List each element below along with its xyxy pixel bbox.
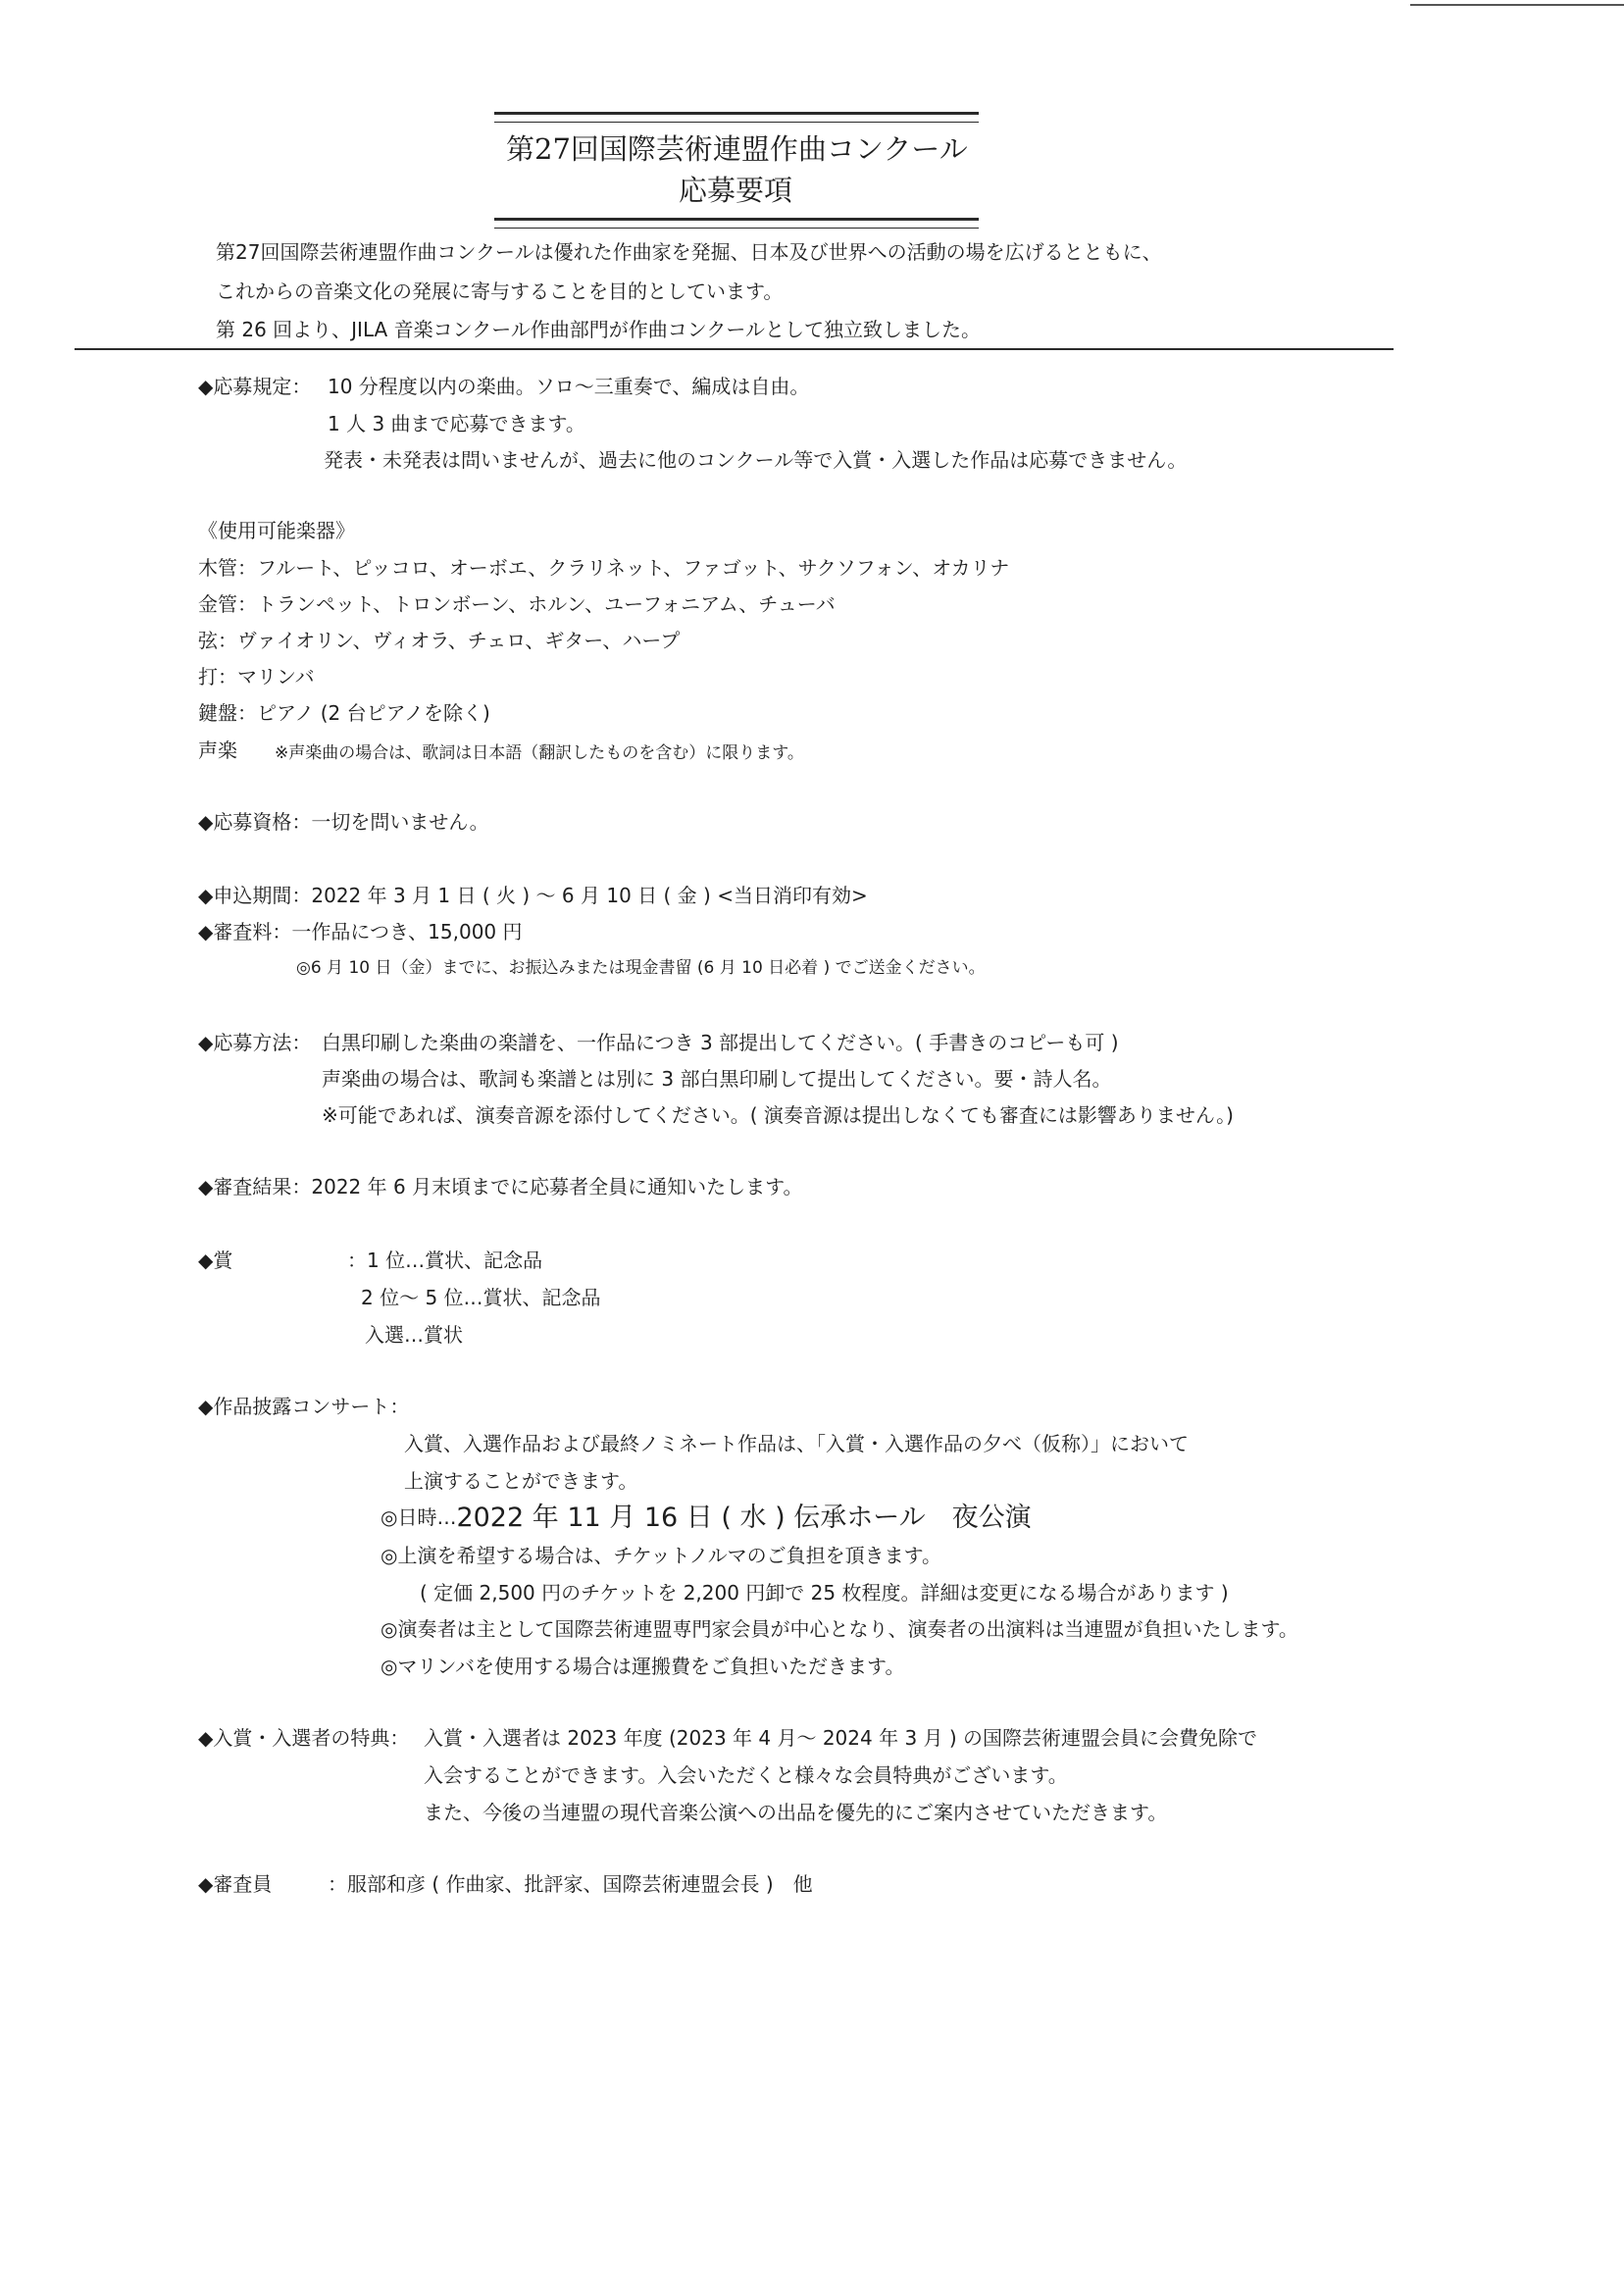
instruments-keyboard: 鍵盤：ピアノ (2 台ピアノを除く) (198, 701, 490, 725)
instruments-woodwind: 木管：フルート、ピッコロ、オーボエ、クラリネット、ファゴット、サクソフォン、オカリナ (198, 556, 1010, 580)
judges-label: ◆審査員 (198, 1872, 273, 1896)
intro-line-3: 第 26 回より、JILA 音楽コンクール作曲部門が作曲コンクールとして独立致しました。 (216, 318, 982, 341)
method-label: ◆応募方法： (198, 1031, 312, 1054)
instruments-heading: 《使用可能楽器》 (198, 519, 355, 542)
prizes-line-2: 2 位〜 5 位…賞状、記念品 (361, 1286, 601, 1309)
concert-line-4: ◎上演を希望する場合は、チケットノルマのご負担を頂きます。 (381, 1544, 942, 1567)
concert-line-2: 上演することができます。 (404, 1469, 638, 1493)
prizes-label: ◆賞 (198, 1249, 233, 1272)
intro-line-1: 第27回国際芸術連盟作曲コンクールは優れた作曲家を発掘、日本及び世界への活動の場を広げるとともに、 (216, 240, 1162, 264)
page-subtitle: 応募要項 (679, 174, 793, 207)
intro-line-2: これからの音楽文化の発展に寄与することを目的としています。 (216, 280, 784, 303)
exam-fee: ◆審査料：一作品につき、15,000 円 (198, 920, 523, 943)
concert-date (381, 1504, 1032, 1531)
benefits-label: ◆入賞・入選者の特典： (198, 1726, 410, 1750)
concert-line-7: ◎マリンバを使用する場合は運搬費をご負担いただきます。 (381, 1655, 905, 1678)
benefits-line-2: 入会することができます。入会いただくと様々な会員特典がございます。 (424, 1763, 1068, 1787)
prizes-line-1: ：1 位…賞状、記念品 (347, 1249, 543, 1272)
method-line-3: ※可能であれば、演奏音源を添付してください。( 演奏音源は提出しなくても審査には影響ありません。) (322, 1103, 1234, 1127)
rules-line-2: 1 人 3 曲まで応募できます。 (328, 412, 585, 435)
instruments-brass: 金管：トランペット、トロンボーン、ホルン、ユーフォニアム、チューバ (198, 592, 836, 616)
prizes-line-3: 入選…賞状 (365, 1323, 463, 1347)
concert-date-main: 2022 年 11 月 16 日 ( 水 ) 伝承ホール 夜公演 (456, 1503, 1032, 1533)
page-title: 第27回国際芸術連盟作曲コンクール (506, 132, 968, 166)
concert-line-1: 入賞、入選作品および最終ノミネート作品は、「入賞・入選作品の夕べ（仮称）」において (404, 1432, 1189, 1455)
benefits-line-3: また、今後の当連盟の現代音楽公演への出品を優先的にご案内させていただきます。 (424, 1801, 1168, 1824)
method-line-1: 白黒印刷した楽曲の楽譜を、一作品につき 3 部提出してください。( 手書きのコピーも可 ) (322, 1031, 1119, 1054)
concert-line-6: ◎演奏者は主として国際芸術連盟専門家会員が中心となり、演奏者の出演料は当連盟が負担いたします。 (381, 1617, 1298, 1641)
concert-date-prefix: ◎日時… (381, 1505, 457, 1529)
instruments-strings: 弦：ヴァイオリン、ヴィオラ、チェロ、ギター、ハープ (198, 629, 681, 652)
method-line-2: 声楽曲の場合は、歌詞も楽譜とは別に 3 部白黒印刷して提出してください。要・詩人名。 (322, 1067, 1112, 1091)
concert-label: ◆作品披露コンサート： (198, 1395, 410, 1418)
rules-line-1: 10 分程度以内の楽曲。ソロ〜三重奏で、編成は自由。 (328, 375, 810, 398)
header-rule-bottom-thin (494, 228, 979, 229)
instruments-percussion: 打：マリンバ (198, 665, 315, 688)
rules-line-3: 発表・未発表は問いませんが、過去に他のコンクール等で入賞・入選した作品は応募できません。 (324, 448, 1188, 472)
header-rule-bottom (494, 218, 979, 221)
instruments-vocal-note: ※声楽曲の場合は、歌詞は日本語（翻訳したものを含む）に限ります。 (275, 743, 804, 763)
exam-fee-note: ◎6 月 10 日（金）までに、お振込みまたは現金書留 (6 月 10 日必着 ) でご送金ください。 (296, 958, 986, 978)
rules-label: ◆応募規定： (198, 375, 312, 398)
header-rule-top (494, 112, 979, 115)
concert-line-5: ( 定価 2,500 円のチケットを 2,200 円卸で 25 枚程度。詳細は変更になる場合があります ) (420, 1581, 1229, 1605)
benefits-line-1: 入賞・入選者は 2023 年度 (2023 年 4 月〜 2024 年 3 月 ) の国際芸術連盟会員に会費免除で (424, 1726, 1258, 1750)
application-period: ◆申込期間：2022 年 3 月 1 日 ( 火 ) 〜 6 月 10 日 ( 金 ) <当日消印有効> (198, 884, 868, 907)
judges-line: ：服部和彦 ( 作曲家、批評家、国際芸術連盟会長 ) 他 (328, 1872, 813, 1896)
header-rule-top-thin (494, 122, 979, 123)
instruments-vocal-label: 声楽 (198, 739, 237, 762)
scan-edge-top (1410, 4, 1624, 6)
intro-divider (75, 348, 1394, 350)
eligibility: ◆応募資格：一切を問いません。 (198, 810, 489, 834)
results-notice: ◆審査結果：2022 年 6 月末頃までに応募者全員に通知いたします。 (198, 1175, 803, 1198)
